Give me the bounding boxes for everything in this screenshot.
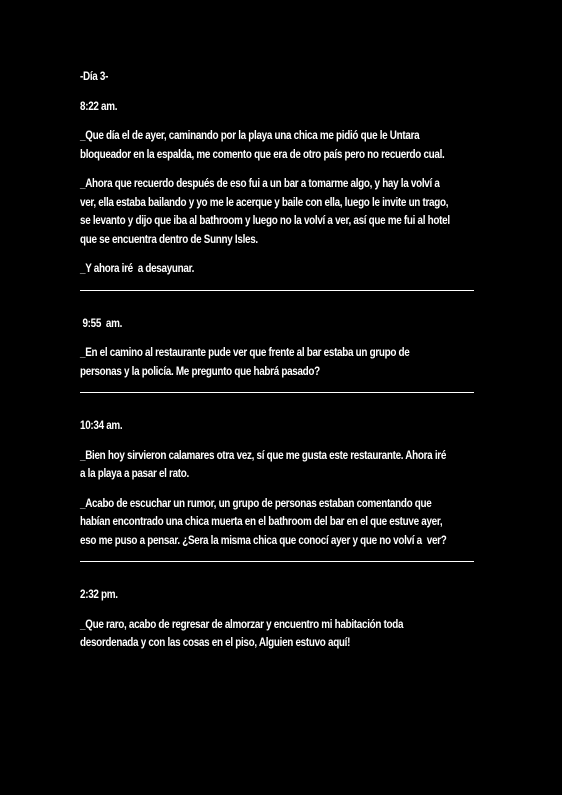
entry-time: 9:55 am. (80, 317, 123, 330)
entry-time-block (80, 98, 485, 117)
paragraph-line: se levanto y dijo que iba al bathroom y luego no la volví a ver, así que me fui al hotel (80, 215, 450, 227)
paragraph-line: _En el camino al restaurante pude ver que frente al bar estaba un grupo de (80, 347, 410, 359)
entry-paragraph (80, 175, 485, 249)
paragraph-line: ver, ella estaba bailando y yo me le acerque y baile con ella, luego le invite un trago, (80, 196, 449, 209)
journal-content (80, 68, 485, 664)
entry-paragraph (80, 616, 485, 653)
paragraph-line: bloqueador en la espalda, me comento que era de otro país pero no recuerdo cual. (80, 148, 445, 161)
day-heading: -Día 3- (80, 71, 109, 83)
entry-paragraph (80, 127, 485, 164)
paragraph-line: _Y ahora iré a desayunar. (80, 263, 195, 275)
entry-time: 2:32 pm. (80, 589, 118, 601)
entry-time: 10:34 am. (80, 420, 123, 432)
paragraph-line: eso me puso a pensar. ¿Sera la misma chica que conocí ayer y que no volví a ver? (80, 534, 447, 547)
section-divider (80, 290, 474, 291)
paragraph-line: habían encontrado una chica muerta en el bathroom del bar en el que estuve ayer, (80, 516, 443, 528)
paragraph-line: personas y la policía. Me pregunto que habrá pasado? (80, 365, 320, 378)
entry-paragraph (80, 495, 485, 551)
section-divider (80, 392, 474, 393)
paragraph-line: a la playa a pasar el rato. (80, 468, 189, 480)
paragraph-line: _Que día el de ayer, caminando por la playa una chica me pidió que le Untara (80, 130, 420, 142)
entry-paragraph (80, 447, 485, 484)
day-heading-block (80, 68, 485, 87)
entry-time: 8:22 am. (80, 100, 118, 113)
paragraph-line: desordenada y con las cosas en el piso, Alguien estuvo aquí! (80, 637, 351, 649)
entry-paragraph (80, 260, 485, 279)
entry-time-block (80, 586, 485, 605)
paragraph-line: que se encuentra dentro de Sunny Isles. (80, 233, 258, 246)
entry-time-block (80, 417, 485, 436)
paragraph-line: _Bien hoy sirvieron calamares otra vez, sí que me gusta este restaurante. Ahora iré (80, 449, 447, 462)
entry-paragraph (80, 344, 485, 381)
paragraph-line: _Ahora que recuerdo después de eso fui a un bar a tomarme algo, y hay la volví a (80, 178, 440, 190)
entry-time-block (80, 315, 485, 334)
paragraph-line: _Que raro, acabo de regresar de almorzar y encuentro mi habitación toda (80, 618, 404, 631)
section-divider (80, 561, 474, 562)
paragraph-line: _Acabo de escuchar un rumor, un grupo de personas estaban comentando que (80, 497, 432, 510)
